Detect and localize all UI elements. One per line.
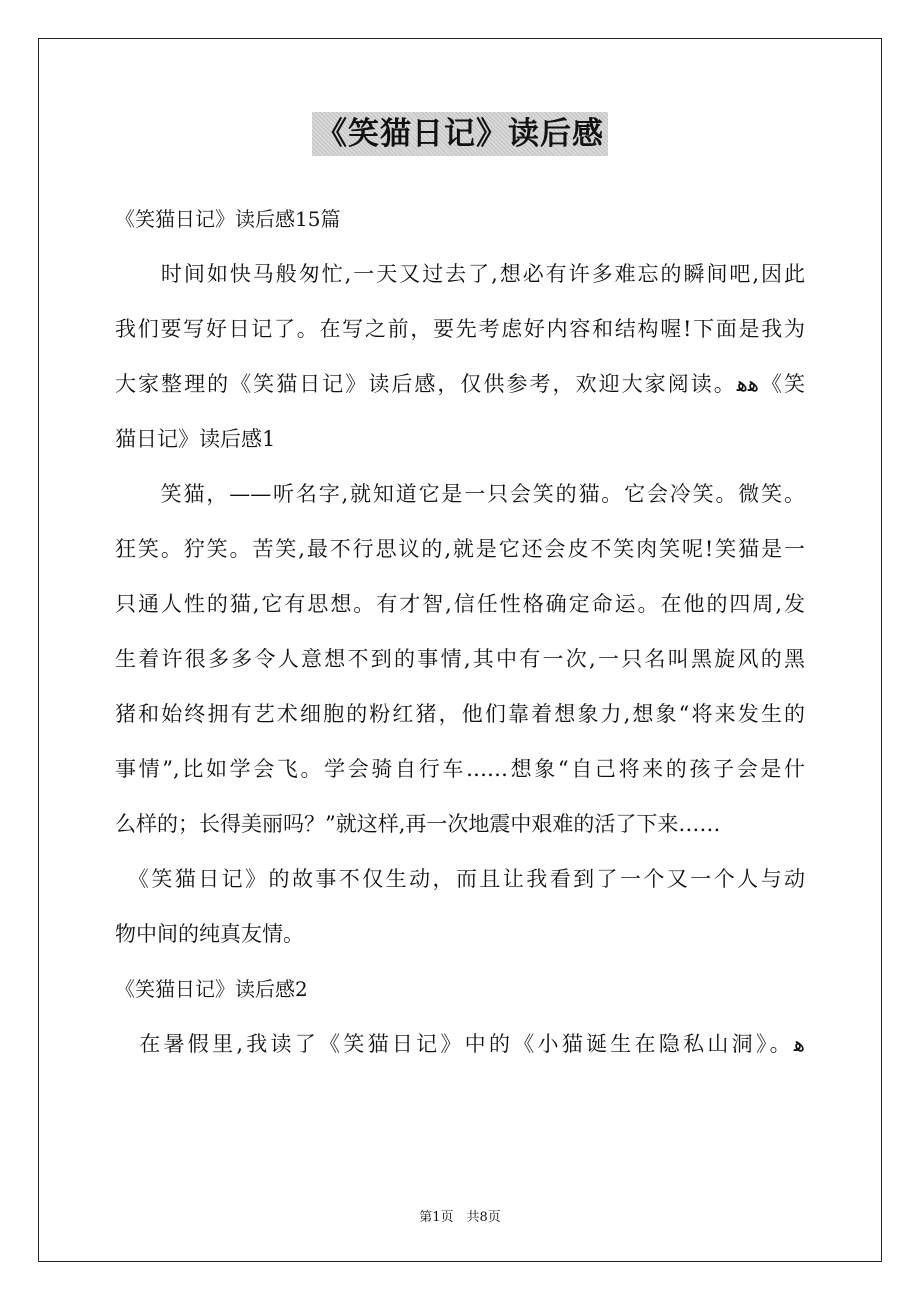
text-line: 笑猫，——听名字,就知道它是一只会笑的猫。它会冷笑。微笑。 [115,482,805,506]
section-heading: 《笑猫日记》读后感15篇 [115,207,341,231]
text-line: 猪和始终拥有艺术细胞的粉红猪，他们靠着想象力,想象“将来发生的 [115,702,805,726]
document-title: 《笑猫日记》读后感 [312,112,608,156]
text-line: 么样的；长得美丽吗？”就这样,再一次地震中艰难的活了下来…… [115,812,721,836]
text-line: 时间如快马般匆忙,一天又过去了,想必有许多难忘的瞬间吧,因此 [115,262,805,286]
text-line: 事情”,比如学会飞。学会骑自行车……想象“自己将来的孩子会是什 [115,757,805,781]
text-line: 我们要写好日记了。在写之前，要先考虑好内容和结构喔!下面是我为 [115,317,805,341]
title-container [0,112,920,156]
text-line: 在暑假里,我读了《笑猫日记》中的《小猫诞生在隐私山洞》。ﻫ [115,1032,805,1056]
page-number: 第1页 共8页 [419,1210,501,1225]
text-line: 大家整理的《笑猫日记》读后感，仅供参考，欢迎大家阅读。ﻫﻫ《笑 [115,372,806,396]
text-line: 《笑猫日记》的故事不仅生动，而且让我看到了一个又一个人与动 [115,867,805,891]
text-line: 只通人性的猫,它有思想。有才智,信任性格确定命运。在他的四周,发 [115,592,805,616]
document-body [115,192,805,1072]
text-line: 物中间的纯真友情。 [115,922,304,946]
text-line: 猫日记》读后感1 [115,427,276,451]
text-line: 狂笑。狞笑。苦笑,最不行思议的,就是它还会皮不笑肉笑呢!笑猫是一 [115,537,805,561]
text-line: 生着许很多多令人意想不到的事情,其中有一次,一只名叫黑旋风的黑 [115,647,805,671]
section-heading: 《笑猫日记》读后感2 [115,977,308,1001]
